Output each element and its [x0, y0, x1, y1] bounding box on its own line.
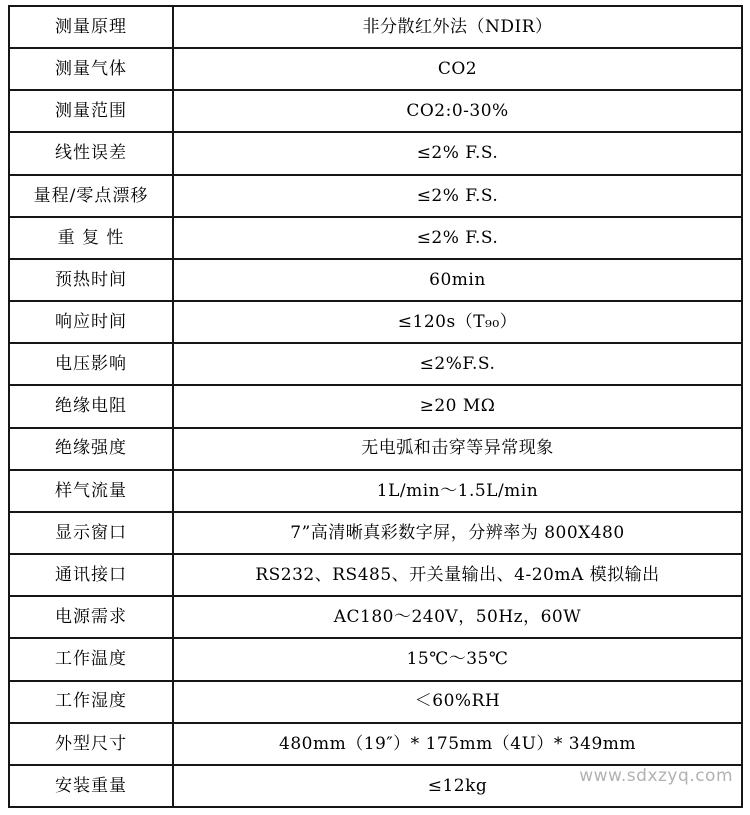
spec-label: 响应时间: [9, 301, 173, 343]
spec-label: 重 复 性: [9, 217, 173, 259]
spec-value: ≤12kg: [173, 765, 742, 807]
spec-label: 通讯接口: [9, 554, 173, 596]
table-row: [9, 217, 742, 259]
spec-label: 预热时间: [9, 259, 173, 301]
table-row: [9, 132, 742, 174]
spec-label: 线性误差: [9, 132, 173, 174]
table-row: [9, 428, 742, 470]
spec-value: 1L/min～1.5L/min: [173, 470, 742, 512]
table-row: [9, 6, 742, 48]
table-row: [9, 175, 742, 217]
spec-value: 7”高清晰真彩数字屏，分辨率为 800X480: [173, 512, 742, 554]
table-row: [9, 765, 742, 807]
spec-label: 工作温度: [9, 638, 173, 680]
table-row: [9, 638, 742, 680]
spec-value: ≤2% F.S.: [173, 132, 742, 174]
spec-value: 480mm（19″）* 175mm（4U）* 349mm: [173, 723, 742, 765]
spec-value: CO2: [173, 48, 742, 90]
table-row: [9, 596, 742, 638]
table-row: [9, 554, 742, 596]
spec-label: 量程/零点漂移: [9, 175, 173, 217]
spec-label: 绝缘强度: [9, 428, 173, 470]
table-row: [9, 90, 742, 132]
table-row: [9, 723, 742, 765]
spec-label: 安装重量: [9, 765, 173, 807]
spec-label: 工作湿度: [9, 681, 173, 723]
spec-label: 绝缘电阻: [9, 385, 173, 427]
table-row: [9, 512, 742, 554]
spec-label: 外型尺寸: [9, 723, 173, 765]
spec-value: AC180～240V，50Hz，60W: [173, 596, 742, 638]
spec-label: 样气流量: [9, 470, 173, 512]
spec-value: CO2:0-30%: [173, 90, 742, 132]
table-row: [9, 681, 742, 723]
spec-label: 电源需求: [9, 596, 173, 638]
spec-label: 电压影响: [9, 343, 173, 385]
spec-value: ≤2% F.S.: [173, 175, 742, 217]
table-row: [9, 385, 742, 427]
spec-table-body: [9, 6, 742, 807]
table-row: [9, 259, 742, 301]
spec-value: ≤2% F.S.: [173, 217, 742, 259]
spec-value: 非分散红外法（NDIR）: [173, 6, 742, 48]
table-row: [9, 470, 742, 512]
spec-value: ≥20 MΩ: [173, 385, 742, 427]
spec-value: 无电弧和击穿等异常现象: [173, 428, 742, 470]
watermark: www.sdxzyq.com: [579, 766, 733, 786]
spec-label: 测量气体: [9, 48, 173, 90]
spec-value: ＜60%RH: [173, 681, 742, 723]
table-row: [9, 48, 742, 90]
spec-value: 15℃～35℃: [173, 638, 742, 680]
spec-value: ≤120s（T₉₀）: [173, 301, 742, 343]
spec-label: 测量范围: [9, 90, 173, 132]
spec-label: 显示窗口: [9, 512, 173, 554]
spec-value: 60min: [173, 259, 742, 301]
spec-value: ≤2%F.S.: [173, 343, 742, 385]
table-row: [9, 343, 742, 385]
spec-table: [8, 5, 743, 808]
spec-label: 测量原理: [9, 6, 173, 48]
table-row: [9, 301, 742, 343]
spec-value: RS232、RS485、开关量输出、4-20mA 模拟输出: [173, 554, 742, 596]
